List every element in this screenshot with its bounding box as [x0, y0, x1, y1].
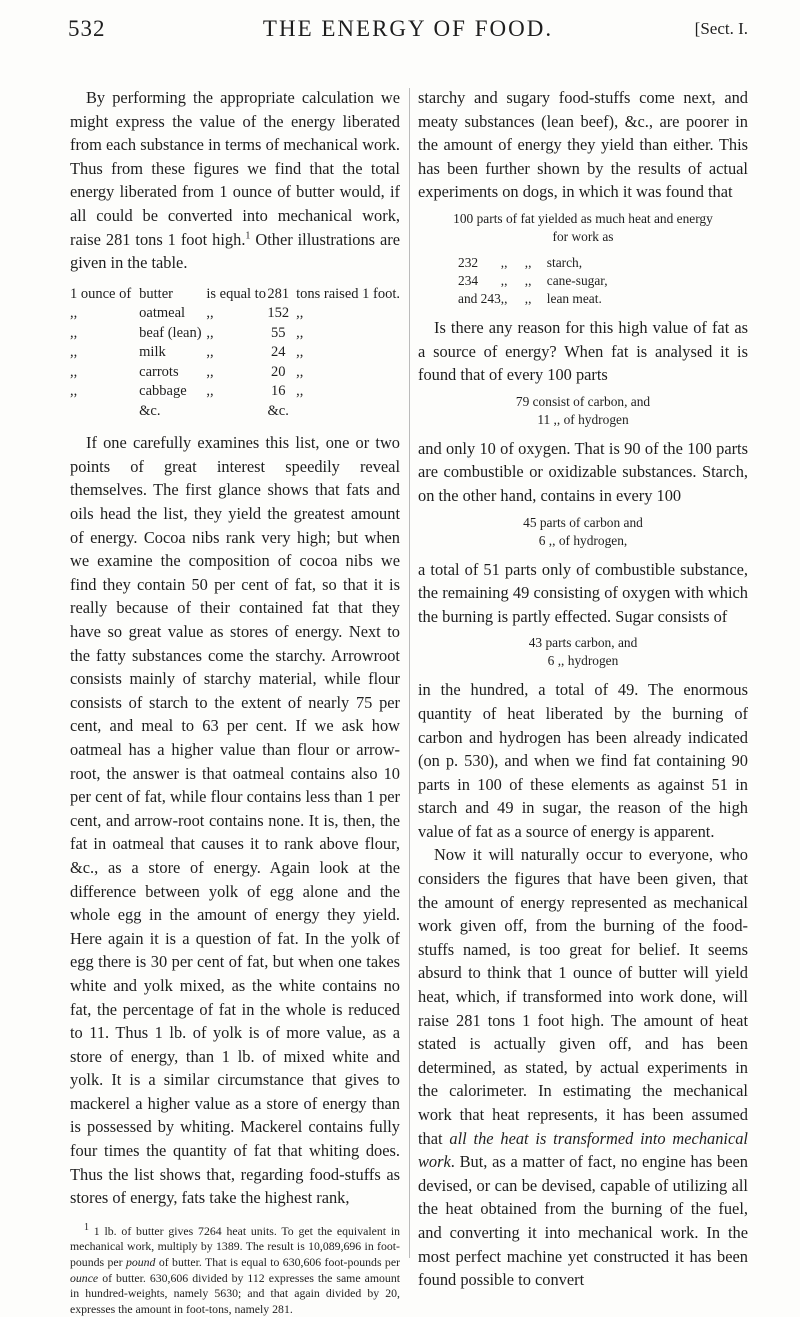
table-cell-lead: ,, — [70, 324, 78, 341]
left-column — [70, 86, 400, 1317]
fat-composition-block — [418, 393, 748, 429]
table-cell-num: 16 — [270, 383, 286, 400]
dog-experiment-table — [458, 254, 608, 308]
intro-text: By performing the appropriate calculation we might express the value of the energy liberated from each substance in terms of mechanical work. Thus from these figures we find that the total energy liberated from 1 ounce of butter would, if all could be converted into mechanical work, raise 281 tons 1 foot high. — [70, 88, 400, 249]
footnote-text-2: of butter. That is equal to 630,606 foot-pounds per — [155, 1255, 400, 1270]
column-divider — [409, 88, 410, 1258]
running-header — [68, 16, 748, 50]
sugar-composition-line-2: 6 ,, hydrogen — [547, 653, 619, 669]
table-row — [458, 290, 608, 308]
footnote-mark: 1 — [84, 1221, 89, 1233]
table-cell-item: cabbage — [139, 383, 187, 400]
table-cell-num: 20 — [270, 363, 286, 380]
table-row — [70, 363, 400, 383]
table-cell-res — [290, 402, 400, 422]
page-number: 532 — [68, 16, 106, 41]
table-cell-lead: ,, — [70, 363, 78, 380]
fat-composition-line-2: 11 ,, of hydrogen — [537, 411, 629, 427]
table-cell-res: ,, — [296, 344, 304, 361]
table-cell-c: ,, — [524, 272, 532, 288]
starch-composition-line-2: 6 ,, of hydrogen, — [538, 532, 628, 548]
table-cell-eq: is equal to — [206, 285, 266, 302]
table-cell-res: tons raised 1 foot. — [296, 285, 400, 302]
table-row — [458, 272, 608, 290]
sugar-paragraph: a total of 51 parts only of combustible substance, the remaining 49 consisting of oxygen with which the burning is partly effected. Sugar consists of — [418, 559, 748, 626]
sugar-composition-block — [418, 634, 748, 670]
table-row — [70, 343, 400, 363]
table-row — [458, 254, 608, 272]
table-cell-eq: ,, — [206, 344, 214, 361]
right-column — [418, 86, 748, 1292]
mechanical-work-paragraph — [418, 843, 748, 1291]
fat-composition-line-1: 79 consist of carbon, and — [515, 393, 651, 409]
footnote-ref: 1 — [245, 230, 251, 242]
table-cell-b: ,, — [500, 254, 508, 270]
table-cell-res: ,, — [296, 363, 304, 380]
table-cell-item: beaf (lean) — [139, 324, 202, 341]
table-cell-d: lean meat. — [546, 290, 602, 306]
table-cell-num: 55 — [270, 324, 286, 341]
starch-composition-block — [418, 514, 748, 550]
starch-paragraph: and only 10 of oxygen. That is 90 of the 100 parts are combustible or oxidizable substances. Starch, on the other hand, contains in every 100 — [418, 438, 748, 505]
table-cell-eq — [206, 402, 266, 422]
table-cell-res: ,, — [296, 383, 304, 400]
table-row — [70, 382, 400, 402]
table-cell-lead: ,, — [70, 305, 78, 322]
dog-experiment-line-2: for work as — [552, 228, 614, 244]
analysis-paragraph: If one carefully examines this list, one or two points of great interest speedily reveal themselves. The first glance shows that fats and oils head the list, they yield the greatest amount of energy. Cocoa nibs rank very high; but when we examine the composition of cocoa nibs we find they contain 50 per cent of fat, so that it is really because of their contained fat that they have so great value as stores of energy. Next to the fatty substances come the starchy. Arrowroot consists mainly of starchy material, while flour consists of starch to the extent of nearly 75 per cent, and meal to 63 per cent. If we ask how oatmeal has a higher value than flour or arrow-root, the answer is that oatmeal contains also 10 per cent of fat, while flour contains less than 1 per cent, and arrow-root contains none. It is, then, the fat in oatmeal that causes it to rank above flour, &c., as a store of energy. Again look at the difference between yolk of egg alone and the whole egg in the amount of energy they yield. Here again it is a question of fat. In the yolk of egg there is 30 per cent of fat, but when one takes white and yolk mixed, as the white contains no fat, the percentage of fat in the whole is reduced to 11. Thus 1 lb. of yolk is of more value, as a store of energy, than 1 lb. of mixed white and yolk. It is a similar circumstance that gives to mackerel a higher value as a store of energy than is possessed by whiting. Mackerel contains fully four times the quantity of fat that whiting does. Thus the list shows that, regarding food-stuffs as stores of energy, fats take the highest rank, — [70, 433, 400, 1208]
table-cell-lead: 1 ounce of — [70, 285, 132, 302]
footnote-text-3: of butter. 630,606 divided by 112 expresses the same amount in hundred-weights, namely 5630; and that again divided by 20, expresses the amount in foot-tons, namely 281. — [70, 1270, 400, 1316]
footnote-text-1: 1 lb. of butter gives 7264 heat units. To get the equivalent in mechanical work, multiply by 1389. The result is 10,089,696 in foot-pounds per — [70, 1223, 400, 1270]
continuation-paragraph: starchy and sugary food-stuffs come next, and meaty substances (lean beef), &c., are poorer in the amount of energy they yield than either. This has been further shown by the results of actual experiments on dogs, in which it was found that — [418, 88, 748, 202]
sugar-composition-line-1: 43 parts carbon, and — [528, 635, 638, 651]
table-cell-item: &c. — [139, 402, 161, 419]
table-cell-a: 234 — [458, 272, 479, 288]
table-cell-item: carrots — [139, 363, 179, 380]
intro-paragraph — [70, 86, 400, 275]
table-cell-d: cane-sugar, — [546, 272, 608, 288]
table-cell-item: milk — [139, 344, 166, 361]
table-cell-item: oatmeal — [139, 305, 186, 322]
table-cell-lead: ,, — [70, 344, 78, 361]
table-row — [70, 402, 400, 422]
section-label: [Sect. I. — [694, 19, 748, 38]
table-cell-res: ,, — [296, 305, 304, 322]
table-cell-b: ,, — [500, 290, 508, 306]
table-row — [70, 304, 400, 324]
table-cell-d: starch, — [546, 254, 583, 270]
table-cell-a: 232 — [458, 254, 479, 270]
footnote-emphasis-ounce: ounce — [70, 1270, 99, 1285]
table-cell-c: ,, — [524, 254, 532, 270]
fat-analysis-paragraph: Is there any reason for this high value of fat as a source of energy? When fat is analysed it is found that of every 100 parts — [418, 317, 748, 385]
running-title: THE ENERGY OF FOOD. — [262, 16, 554, 41]
table-cell-eq: ,, — [206, 383, 214, 400]
table-cell-lead: ,, — [70, 383, 78, 400]
intro-end-text: Other illustrations are given in the table. — [70, 229, 400, 273]
table-cell-c: ,, — [524, 290, 532, 306]
table-cell-b: ,, — [500, 272, 508, 288]
table-cell-num: &c. — [267, 402, 289, 419]
energy-table — [70, 285, 400, 422]
table-cell-a: and 243 — [458, 290, 501, 306]
carbon-hydrogen-paragraph: in the hundred, a total of 49. The enormous quantity of heat liberated by the burning of carbon and hydrogen has been already indicated (on p. 530), and when we find fat containing 90 parts in 100 of these elements as against 51 in starch and 49 in sugar, the reason of the high value of fat as a source of energy is apparent. — [418, 680, 748, 841]
table-cell-num: 152 — [267, 305, 290, 322]
table-row — [70, 285, 400, 305]
starch-composition-line-1: 45 parts of carbon and — [523, 514, 643, 530]
table-cell-lead — [70, 402, 139, 422]
table-row — [70, 324, 400, 344]
mechanical-work-text-2: . But, as a matter of fact, no engine has been devised, or can be devised, capable of utilizing all the heat obtained from the burning of the fuel, and converting it into mechanical work. In the most perfect machine yet constructed it has been found possible to convert — [418, 1152, 748, 1290]
footnote — [70, 1221, 400, 1317]
dog-experiment-block — [418, 210, 748, 246]
table-cell-eq: ,, — [206, 324, 214, 341]
dog-experiment-line-1: 100 parts of fat yielded as much heat and energy — [453, 210, 713, 226]
table-cell-res: ,, — [296, 324, 304, 341]
table-cell-num: 281 — [267, 285, 290, 302]
footnote-emphasis-pound: pound — [125, 1255, 156, 1270]
table-cell-num: 24 — [270, 344, 286, 361]
table-cell-eq: ,, — [206, 363, 214, 380]
mechanical-work-emphasis: all the heat is transformed into mechanical work — [418, 1128, 748, 1172]
table-cell-eq: ,, — [206, 305, 214, 322]
mechanical-work-text-1: Now it will naturally occur to everyone, who considers the figures that have been given, that the amount of energy represented as mechanical work given off, from the burning of the food-stuffs named, is too great for belief. It seems absurd to think that 1 ounce of butter will yield heat, which, if transformed into work done, will raise 281 tons 1 foot high. The amount of heat stated is actually given off, and has been determined, as stated, by actual experiments in the calorimeter. In estimating the mechanical work that heat represents, it has been assumed that — [418, 845, 748, 1148]
table-cell-item: butter — [139, 285, 173, 302]
